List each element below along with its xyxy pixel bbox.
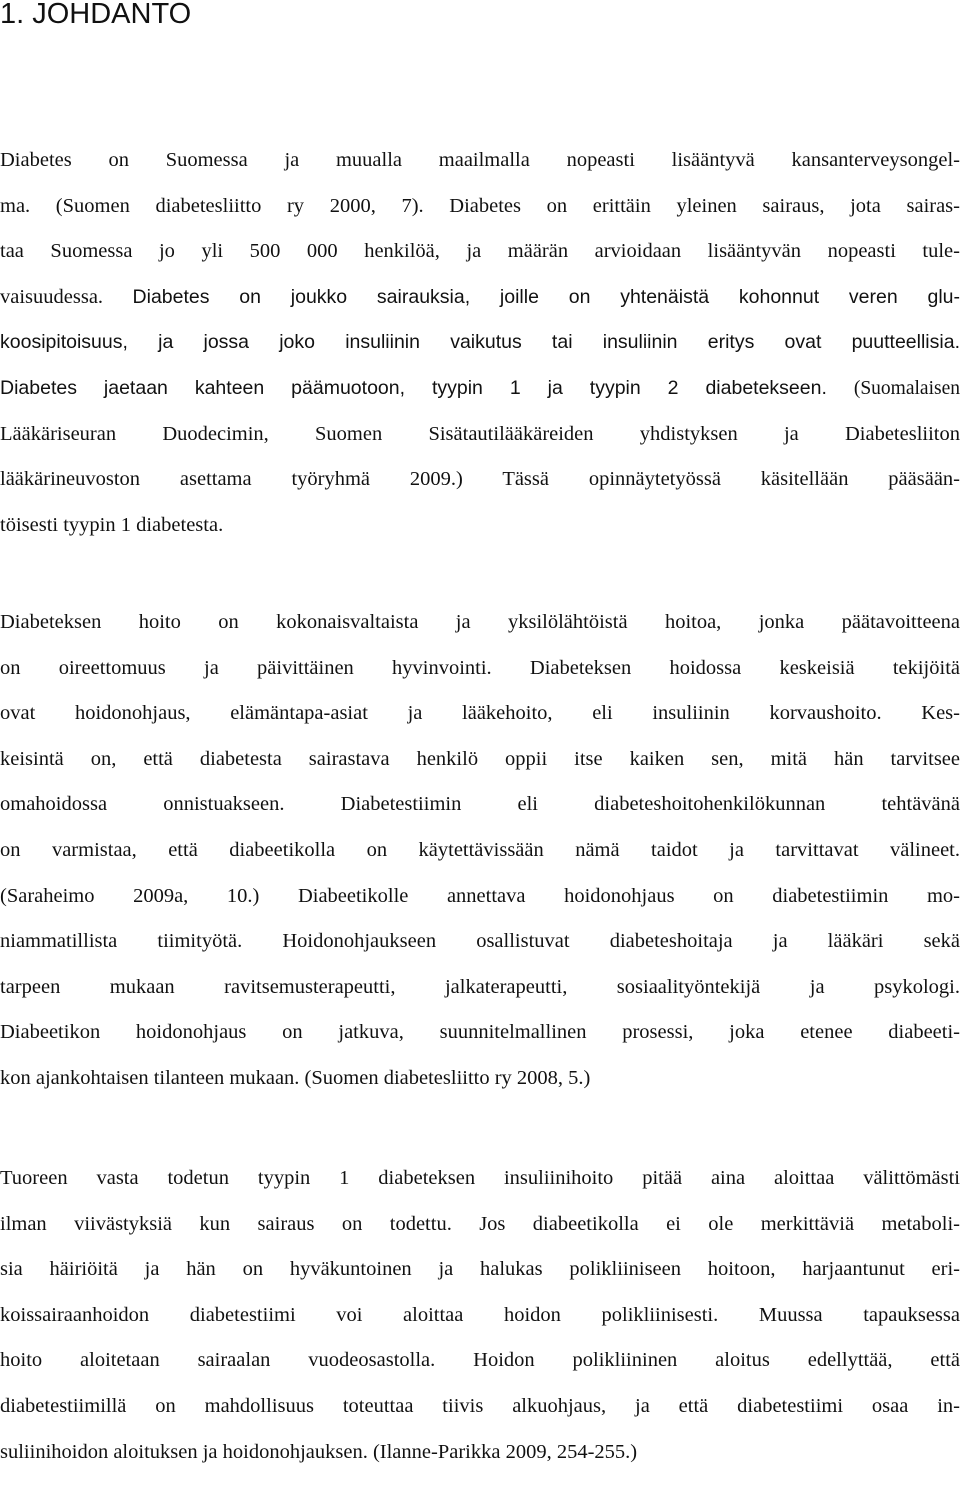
section-heading: 1. JOHDANTO xyxy=(0,0,192,30)
text-run: on oireettomuus ja päivittäinen hyvinvointi. Diabeteksen hoidossa keskeisiä tekijöitä xyxy=(0,657,960,679)
text-line xyxy=(0,147,960,193)
text-line xyxy=(0,1256,960,1302)
text-line xyxy=(0,700,960,746)
text-line xyxy=(0,1393,960,1439)
text-run: Diabetes jaetaan kahteen päämuotoon, tyypin 1 ja tyypin 2 diabetekseen. xyxy=(0,377,854,399)
text-run: on varmistaa, että diabeetikolla on käytettävissään nämä taidot ja tarvittavat välineet. xyxy=(0,839,960,861)
text-run: Lääkäriseuran Duodecimin, Suomen Sisätautilääkäreiden yhdistyksen ja Diabetesliiton xyxy=(0,423,960,445)
text-line xyxy=(0,1065,960,1111)
text-line xyxy=(0,974,960,1020)
text-line xyxy=(0,1439,960,1485)
text-run: (Suomalaisen xyxy=(853,378,960,399)
text-run: niammatillista tiimityötä. Hoidonohjaukseen osallistuvat diabeteshoitaja ja lääkäri sekä xyxy=(0,930,960,952)
text-line xyxy=(0,1165,960,1211)
text-line xyxy=(0,791,960,837)
text-line xyxy=(0,609,960,655)
text-line xyxy=(0,421,960,467)
text-run: ma. (Suomen diabetesliitto ry 2000, 7). Diabetes on erittäin yleinen sairaus, jota sairas- xyxy=(0,195,960,217)
text-line xyxy=(0,837,960,883)
text-line xyxy=(0,512,960,558)
text-run: koosipitoisuus, ja jossa joko insuliinin vaikutus tai insuliinin eritys ovat puutteellisia. xyxy=(0,331,960,353)
text-line xyxy=(0,1347,960,1393)
text-run: vaisuudessa. xyxy=(0,286,133,308)
text-line xyxy=(0,1019,960,1065)
text-run: sia häiriöitä ja hän on hyväkuntoinen ja halukas polikliiniseen hoitoon, harjaantunut eri- xyxy=(0,1258,960,1280)
text-run: ovat hoidonohjaus, elämäntapa-asiat ja lääkehoito, eli insuliinin korvaushoito. Kes- xyxy=(0,702,960,724)
text-line xyxy=(0,1211,960,1257)
text-run: töisesti tyypin 1 diabetesta. xyxy=(0,514,224,536)
text-run: koissairaanhoidon diabetestiimi voi aloittaa hoidon polikliinisesti. Muussa tapauksessa xyxy=(0,1304,960,1326)
text-run: Diabetes on joukko sairauksia, joille on yhtenäistä kohonnut veren glu- xyxy=(132,286,960,308)
text-run: diabetestiimillä on mahdollisuus toteuttaa tiivis alkuohjaus, ja että diabetestiimi osaa in- xyxy=(0,1395,960,1417)
text-line xyxy=(0,329,960,375)
text-line xyxy=(0,193,960,239)
text-run: hoito aloitetaan sairaalan vuodeosastolla. Hoidon polikliininen aloitus edellyttää, että xyxy=(0,1349,960,1371)
text-line xyxy=(0,928,960,974)
text-run: Diabeteksen hoito on kokonaisvaltaista ja yksilölähtöistä hoitoa, jonka päätavoitteena xyxy=(0,611,960,633)
text-run: tarpeen mukaan ravitsemusterapeutti, jalkaterapeutti, sosiaalityöntekijä ja psykologi. xyxy=(0,976,960,998)
text-run: lääkärineuvoston asettama työryhmä 2009.) Tässä opinnäytetyössä käsitellään pääsään- xyxy=(0,468,960,490)
text-line xyxy=(0,238,960,284)
text-run: taa Suomessa jo yli 500 000 henkilöä, ja määrän arvioidaan lisääntyvän nopeasti tule- xyxy=(0,240,960,262)
text-run: Diabeetikon hoidonohjaus on jatkuva, suunnitelmallinen prosessi, joka etenee diabeeti- xyxy=(0,1021,960,1043)
text-run: suliinihoidon aloituksen ja hoidonohjauksen. (Ilanne-Parikka 2009, 254-255.) xyxy=(0,1441,638,1463)
text-line xyxy=(0,466,960,512)
text-run: keisintä on, että diabetesta sairastava henkilö oppii itse kaiken sen, mitä hän tarvitsee xyxy=(0,748,960,770)
text-line xyxy=(0,1302,960,1348)
text-run: omahoidossa onnistuakseen. Diabetestiimin eli diabeteshoitohenkilökunnan tehtävänä xyxy=(0,793,960,815)
text-run: Diabetes on Suomessa ja muualla maailmalla nopeasti lisääntyvä kansanterveysongel- xyxy=(0,149,960,171)
text-line xyxy=(0,375,960,421)
text-line xyxy=(0,655,960,701)
text-run: (Saraheimo 2009a, 10.) Diabeetikolle annettava hoidonohjaus on diabetestiimin mo- xyxy=(0,885,960,907)
text-line xyxy=(0,883,960,929)
text-line xyxy=(0,746,960,792)
text-run: kon ajankohtaisen tilanteen mukaan. (Suomen diabetesliitto ry 2008, 5.) xyxy=(0,1067,591,1089)
text-run: ilman viivästyksiä kun sairaus on todettu. Jos diabeetikolla ei ole merkittäviä metaboli- xyxy=(0,1213,960,1235)
text-line xyxy=(0,284,960,330)
text-run: Tuoreen vasta todetun tyypin 1 diabeteksen insuliinihoito pitää aina aloittaa välittömästi xyxy=(0,1167,960,1189)
